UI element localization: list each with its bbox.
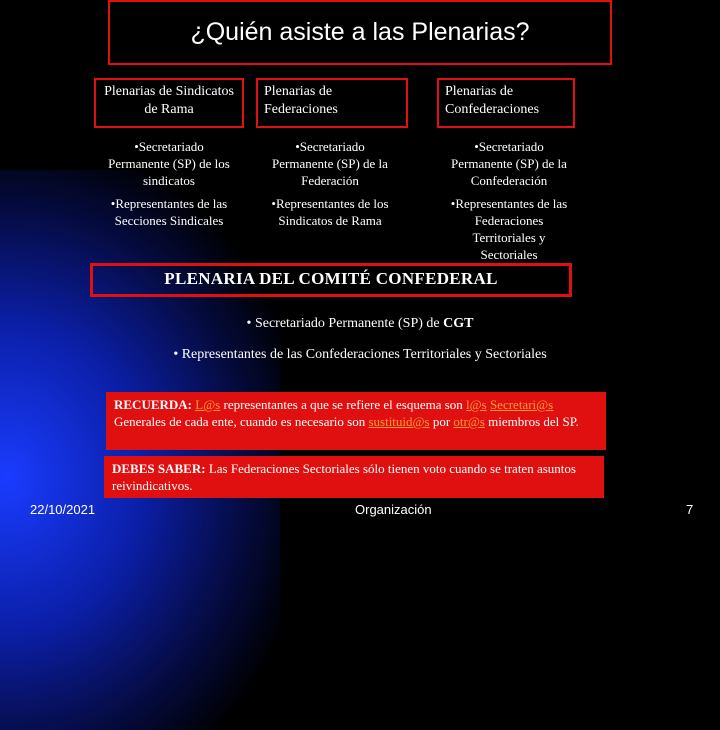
col2-item-representantes: •Representantes de los Sindicatos de Rama (271, 196, 389, 228)
title-box (108, 0, 612, 65)
plenaria-item-sp: • Secretariado Permanente (SP) de CGT (246, 316, 474, 331)
recuerda-label: RECUERDA: (114, 397, 192, 412)
background-glow (0, 170, 280, 730)
col1-item-sp: •Secretariado Permanente (SP) de los sindicatos (108, 139, 230, 188)
header-sindicatos: Plenarias de Sindicatos de Rama (94, 78, 244, 128)
plenaria-item-representantes: • Representantes de las Confederaciones Territoriales y Sectoriales (173, 347, 547, 362)
footer-center: Organización (355, 502, 432, 517)
col2-item-sp: •Secretariado Permanente (SP) de la Federación (272, 139, 388, 188)
debes-saber-label: DEBES SABER: (112, 461, 206, 476)
header-confederaciones: Plenarias de Confederaciones (437, 78, 575, 128)
page-title: ¿Quién asiste a las Plenarias? (190, 18, 530, 46)
plenaria-title: PLENARIA DEL COMITÉ CONFEDERAL (164, 269, 498, 288)
col3-item-representantes: •Representantes de las Federaciones Territoriales y Sectoriales (450, 196, 568, 262)
col1-item-representantes: •Representantes de las Secciones Sindicales (110, 196, 228, 228)
debes-saber-note: DEBES SABER: Las Federaciones Sectoriales sólo tienen voto cuando se traten asuntos reivindicativos. (104, 456, 604, 498)
header-federaciones: Plenarias de Federaciones (256, 78, 408, 128)
recuerda-note: RECUERDA: L@s representantes a que se refiere el esquema son l@s Secretari@s Generales de cada ente, cuando es necesario son sustituid@s por otr@s miembros del SP. (106, 392, 606, 450)
col3-item-sp: •Secretariado Permanente (SP) de la Confederación (451, 139, 567, 188)
footer-date: 22/10/2021 (30, 502, 96, 517)
footer-page-number: 7 (686, 502, 694, 517)
